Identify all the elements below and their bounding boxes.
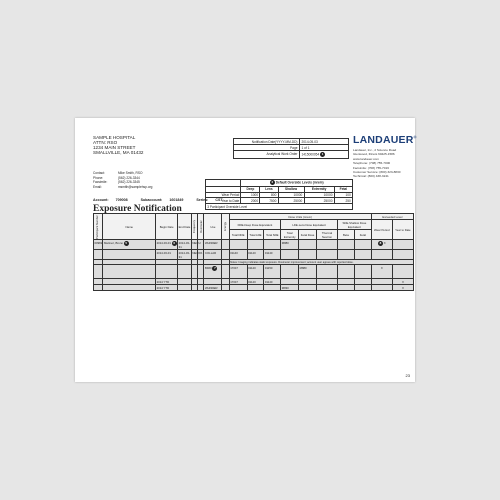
dose-col-extremity: Extremity <box>304 186 334 192</box>
dose-cell: 01140 <box>264 279 281 285</box>
dose-col-fetal: Fetal <box>334 186 352 192</box>
series-label: Series: <box>196 198 209 202</box>
landauer-line: www.landauer.com <box>353 156 379 161</box>
col-dosimeter: Dosimeter <box>198 220 203 233</box>
col-exceeded: Exceeded Level <box>371 214 413 220</box>
dose-value: 25000 <box>304 198 334 204</box>
address-line: SAMPLE HOSPITAL <box>93 135 136 140</box>
notification-date-label: Notification Date(YYYY-MM-DD) <box>234 139 300 145</box>
callout-marker: 6 <box>173 240 175 245</box>
page-value: 1 of 1 <box>300 145 349 151</box>
begin-date: 2014-03-01 <box>156 240 171 245</box>
page-label: Page <box>234 145 300 151</box>
dose-row-label: Year to Date <box>206 198 241 204</box>
table-row <box>94 250 414 260</box>
use: WHNDER <box>204 240 222 250</box>
col-total-dde: Total DDE <box>229 230 247 240</box>
landauer-line: Telephone: (708) 755-7000 <box>353 161 391 166</box>
page-title: Exposure Notification <box>93 204 182 214</box>
col-beta: Beta <box>338 230 355 240</box>
address-line: SMALLVILLE, MA 01432 <box>93 150 144 155</box>
col-total-sde: Total SDE <box>264 230 281 240</box>
exceeded-mark: X <box>392 285 413 291</box>
dose-levels-footer: 3 Participant Overside Level <box>206 204 353 210</box>
exceeded-mark: X <box>383 240 386 245</box>
end-date: 2014-03-31 <box>178 240 190 249</box>
callout-marker: 1 <box>321 151 324 156</box>
notification-date-value: 2014-05-03 <box>300 139 349 145</box>
use: COLLAR <box>204 250 222 260</box>
dose-cell: 01140 <box>247 265 264 279</box>
col-use: Use <box>204 214 222 240</box>
subaccount-label: Subaccount: <box>140 198 163 202</box>
dose-cell: 17047 <box>229 265 247 279</box>
col-begin-date: Begin Date <box>156 214 178 240</box>
dose-cell: M880 <box>281 240 299 250</box>
dose-row-label: Wear Period <box>206 192 241 198</box>
energy <box>222 240 229 250</box>
report-page <box>75 118 415 382</box>
contact-value: Mike Smith, RSO <box>118 171 143 175</box>
notification-info-table <box>233 138 349 159</box>
contact-value: (562) 226-3345 <box>118 180 140 184</box>
use: WHNDER <box>204 285 222 291</box>
landauer-line: Landauer, Inc., 2 Science Road <box>353 148 397 152</box>
col-sde: SDE-Shallow Dose Equivalent <box>338 220 372 230</box>
dose-cell <box>338 240 355 250</box>
participant-name: Marinez, Bruno <box>103 240 123 245</box>
landauer-line: Technical: (800) 438-3241 <box>353 174 389 179</box>
contact-row <box>93 185 152 190</box>
exceeded-mark: X <box>392 279 413 285</box>
landauer-logo <box>353 134 417 146</box>
contact-label: Contact: <box>93 171 105 175</box>
dose-cell: M880 <box>299 265 317 279</box>
col-lde: LDE-Lens Dose Equivalent <box>281 220 338 230</box>
dose-levels-table <box>205 179 353 210</box>
dose-col-lens: Lens <box>260 186 278 192</box>
frequency: NEO <box>191 240 197 250</box>
col-fetal-dose: Fetal Dose <box>299 230 317 240</box>
end-date: 2014-03-31 <box>178 250 190 259</box>
col-dose-units: Dose Units (mrem) <box>229 214 371 220</box>
begin-date: 2014 YTD <box>156 285 178 291</box>
begin-date: 2014-03-01 <box>156 250 178 260</box>
dose-cell <box>264 240 281 250</box>
landauer-address <box>353 148 400 179</box>
dose-cell: 17047 <box>229 279 247 285</box>
logo-text: LANDAUER <box>353 134 414 146</box>
dose-cell: 01140 <box>229 250 247 260</box>
exceeded-mark: X <box>371 265 392 279</box>
contact-value: (562) 226-3344 <box>118 175 140 180</box>
dose-cell <box>299 240 317 250</box>
contact-value: msmith@samplehsp.org <box>118 184 153 189</box>
col-thermal-neutron: Thermal Neutron <box>316 230 337 240</box>
participant-number: 00982 <box>94 240 103 250</box>
work-order-value: 1415000054 <box>301 152 320 157</box>
dose-value: 25000 <box>278 198 304 204</box>
frequency: NEO <box>191 250 197 260</box>
series-value: CST <box>215 198 223 202</box>
dosimeter: U <box>198 240 204 250</box>
dosimeter: PA <box>198 250 204 260</box>
landauer-line: Glenwood, Illinois 60425-1586 <box>353 152 395 157</box>
contact-block <box>93 171 152 189</box>
dose-value: 250 <box>334 198 352 204</box>
begin-date: 2014 YTD <box>156 279 178 285</box>
account-line <box>93 198 235 202</box>
address-line: 1234 MAIN STREET <box>93 145 136 150</box>
work-order-label: Analytical Work Order <box>234 151 300 158</box>
col-fetal: Fetal <box>354 230 371 240</box>
dose-value: 10000 <box>304 192 334 198</box>
col-energy: Energy <box>222 222 227 231</box>
callout-marker: 8 <box>379 240 382 245</box>
col-total-lde: Total LDE <box>247 230 264 240</box>
dose-cell <box>229 240 247 250</box>
col-dde: DDE-Deep Dose Equivalent <box>229 220 281 230</box>
col-participant: Participant Number <box>94 214 99 239</box>
dose-cell: 01150 <box>264 265 281 279</box>
exposure-note: Notes: Imaging indicates static exposure. Dosimeter improvement; account user agrees with reported dose. <box>229 260 413 265</box>
dose-value: 7500 <box>260 198 278 204</box>
table-row <box>94 265 414 279</box>
col-end-date: End Date <box>178 214 192 240</box>
dose-cell: 01140 <box>247 279 264 285</box>
recipient-address <box>93 135 143 155</box>
contact-label: Facsimile: <box>93 180 108 184</box>
account-label: Account: <box>93 198 109 202</box>
dose-col-shallow: Shallow <box>278 186 304 192</box>
registered-mark: ® <box>413 134 417 140</box>
callout-marker: 7 <box>214 265 216 270</box>
dose-cell: M830 <box>281 285 299 291</box>
dose-value: 800 <box>260 192 278 198</box>
callout-marker: 5 <box>125 240 128 245</box>
landauer-line: Facsimile: (708) 755-7016 <box>353 165 389 170</box>
address-line: ATTN: RSO <box>93 140 118 145</box>
contact-label: Phone: <box>93 175 104 180</box>
dose-value: 10000 <box>278 192 304 198</box>
table-row <box>94 285 414 291</box>
exposure-table <box>93 213 414 291</box>
subaccount-value: 1601849 <box>169 198 184 202</box>
account-value: 709008 <box>115 198 128 202</box>
dose-value: 1000 <box>241 192 260 198</box>
dose-cell: 01140 <box>264 250 281 260</box>
contact-label: Email: <box>93 184 102 189</box>
landauer-line: Customer Service: (800) 323-8830 <box>353 170 401 175</box>
col-total-extremity: Total Extremity <box>281 230 299 240</box>
table-row <box>94 240 414 250</box>
callout-marker: 2 <box>271 180 274 185</box>
dose-cell: 01140 <box>247 250 264 260</box>
dose-cell <box>247 240 264 250</box>
dose-value: 100 <box>334 192 352 198</box>
col-wear-period: Wear Period <box>371 220 392 240</box>
dose-cell <box>316 240 337 250</box>
dose-value: 2000 <box>241 198 260 204</box>
col-year-to-date: Year to Date <box>392 220 413 240</box>
dose-levels-header: Default Overside Levels (mrem) <box>275 180 324 185</box>
dose-col-deep: Deep <box>241 186 260 192</box>
col-name: Name <box>103 214 156 240</box>
col-frequency: Frequency <box>192 219 197 234</box>
page-number: 23 <box>405 373 410 378</box>
dose-cell <box>354 240 371 250</box>
use: BIRD <box>204 266 212 271</box>
table-body <box>94 240 414 291</box>
exceeded-mark <box>392 240 413 250</box>
